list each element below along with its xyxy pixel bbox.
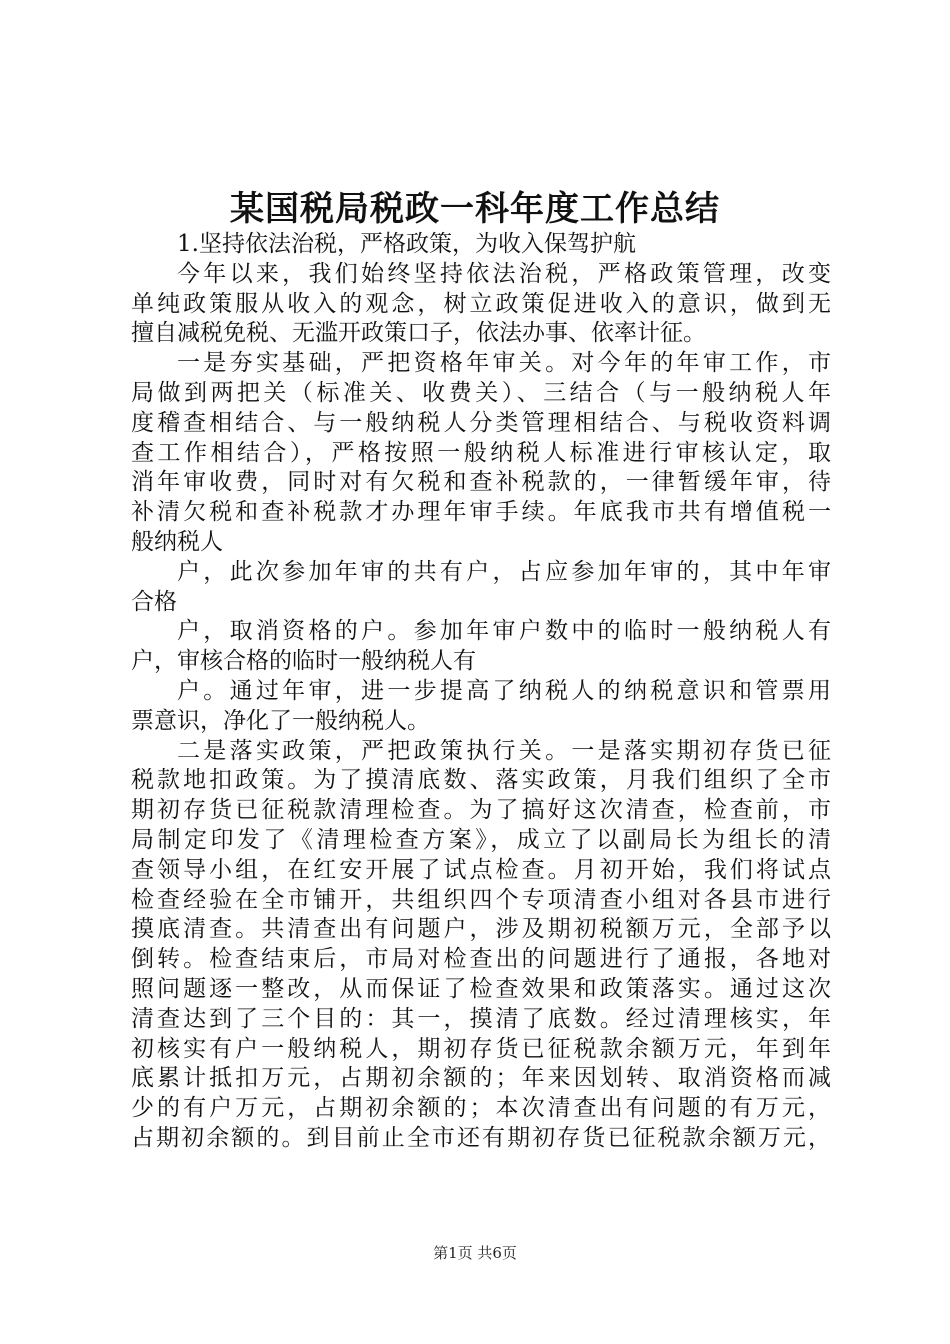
paragraph-line: 今年以来，我们始终坚持依法治税，严格政策管理，改变 <box>177 260 831 287</box>
paragraph-line: 检查经验在全市铺开，共组织四个专项清查小组对各县市进行 <box>131 886 831 913</box>
paragraph-line: 一是夯实基础，严把资格年审关。对今年的年审工作，市 <box>177 350 831 377</box>
paragraph-line: 初核实有户一般纳税人，期初存货已征税款余额万元，年到年 <box>131 1035 831 1062</box>
paragraph-line: 二是落实政策，严把政策执行关。一是落实期初存货已征 <box>177 737 831 764</box>
paragraph-line: 局做到两把关（标准关、收费关）、三结合（与一般纳税人年 <box>131 379 831 406</box>
paragraph-line: 清查达到了三个目的：其一，摸清了底数。经过清理核实，年 <box>131 1005 831 1032</box>
paragraph-line: 1.坚持依法治税，严格政策，为收入保驾护航 <box>177 231 636 257</box>
paragraph-line: 照问题逐一整改，从而保证了检查效果和政策落实。通过这次 <box>131 975 831 1002</box>
paragraph-line: 擅自减税免税、无滥开政策口子，依法办事、依率计征。 <box>131 320 706 347</box>
paragraph-line: 少的有户万元，占期初余额的；本次清查出有问题的有万元， <box>131 1095 831 1122</box>
paragraph-line: 倒转。检查结束后，市局对检查出的问题进行了通报，各地对 <box>131 946 831 973</box>
paragraph-line: 税款地扣政策。为了摸清底数、落实政策，月我们组织了全市 <box>131 767 831 794</box>
paragraph-line: 消年审收费，同时对有欠税和查补税款的，一律暂缓年审，待 <box>131 469 831 496</box>
paragraph-line: 补清欠税和查补税款才办理年审手续。年底我市共有增值税一 <box>131 499 831 526</box>
paragraph-line: 底累计抵扣万元，占期初余额的；年来因划转、取消资格而减 <box>131 1065 831 1092</box>
paragraph-line: 度稽查相结合、与一般纳税人分类管理相结合、与税收资料调 <box>131 409 831 436</box>
paragraph-line: 户，取消资格的户。参加年审户数中的临时一般纳税人有 <box>177 618 831 645</box>
paragraph-line: 户，此次参加年审的共有户，占应参加年审的，其中年审 <box>177 558 831 585</box>
document-title: 某国税局税政一科年度工作总结 <box>230 189 720 229</box>
paragraph-line: 查领导小组，在红安开展了试点检查。月初开始，我们将试点 <box>131 856 831 883</box>
paragraph-line: 户。通过年审，进一步提高了纳税人的纳税意识和管票用 <box>177 677 831 704</box>
paragraph-line: 般纳税人 <box>131 528 223 555</box>
paragraph-line: 票意识，净化了一般纳税人。 <box>131 707 430 734</box>
page-footer: 第1页 共6页 <box>433 1244 517 1262</box>
document-body <box>131 230 831 1154</box>
paragraph-line: 户，审核合格的临时一般纳税人有 <box>131 648 476 675</box>
paragraph-line: 查工作相结合），严格按照一般纳税人标准进行审核认定，取 <box>131 439 831 466</box>
paragraph-line: 单纯政策服从收入的观念，树立政策促进收入的意识，做到无 <box>131 290 831 317</box>
paragraph-line: 期初存货已征税款清理检查。为了搞好这次清查，检查前，市 <box>131 797 831 824</box>
paragraph-line: 占期初余额的。到目前止全市还有期初存货已征税款余额万元， <box>131 1124 831 1151</box>
paragraph-line: 局制定印发了《清理检查方案》，成立了以副局长为组长的清 <box>131 826 831 853</box>
paragraph-line: 合格 <box>131 588 177 615</box>
paragraph-line: 摸底清查。共清查出有问题户，涉及期初税额万元，全部予以 <box>131 916 831 943</box>
